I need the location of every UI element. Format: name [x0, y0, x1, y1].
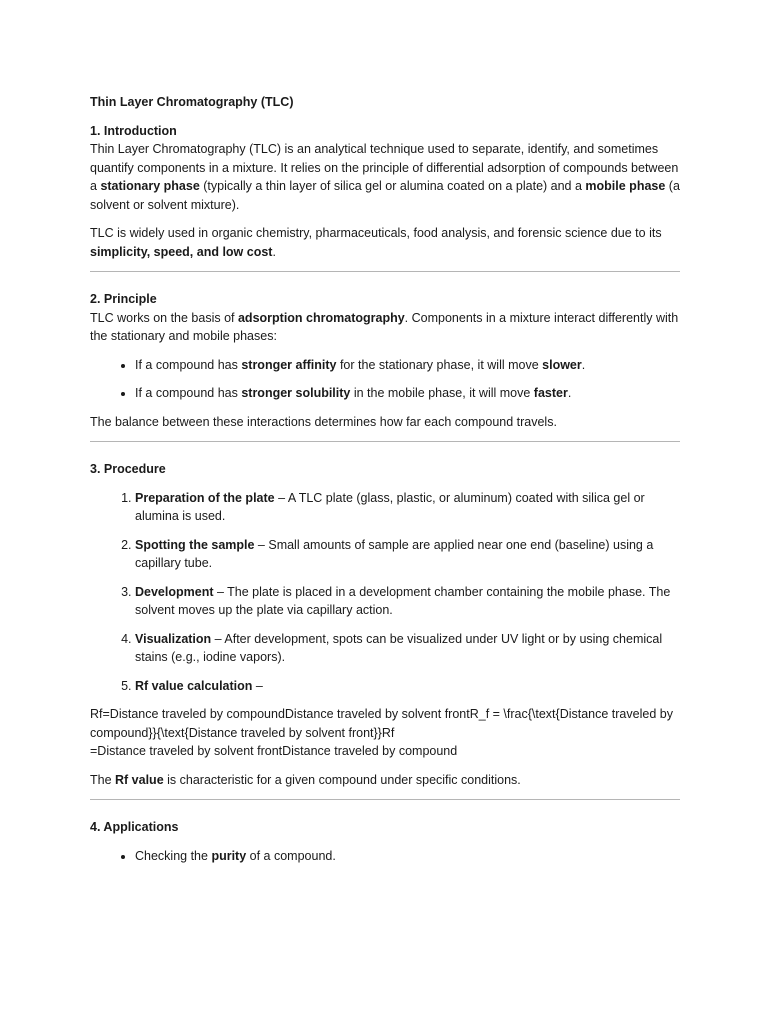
section-divider: [90, 799, 680, 800]
rf-formula-line-2: =Distance traveled by solvent frontDistance traveled by compound: [90, 744, 458, 758]
list-item: [135, 384, 680, 403]
section-heading-principle: 2. Principle: [90, 292, 157, 306]
text-run: is characteristic for a given compound under specific conditions.: [163, 772, 521, 787]
text-run: TLC is widely used in organic chemistry, pharmaceuticals, food analysis, and forensic science due to its: [90, 226, 662, 240]
bold-text: faster: [533, 386, 568, 400]
text-run: .: [567, 386, 572, 400]
list-item: [135, 489, 680, 526]
rf-value-note: [90, 771, 680, 790]
section-heading-applications: 4. Applications: [90, 820, 179, 834]
text-run: in the mobile phase, it will move: [350, 386, 534, 400]
bold-text: Visualization: [135, 631, 212, 646]
text-run: (a solvent or solvent mixture).: [90, 179, 680, 212]
principle-bullet-list: [90, 356, 680, 403]
text-run: If a compound has: [135, 357, 242, 372]
list-item: [135, 630, 680, 667]
bold-text: adsorption chromatography: [237, 310, 405, 325]
bold-text: stronger affinity: [241, 357, 337, 372]
bold-text: Spotting the sample: [135, 537, 255, 552]
bold-text: Development: [135, 584, 214, 599]
principle-paragraph-2: The balance between these interactions determines how far each compound travels.: [90, 414, 557, 429]
list-item: [135, 847, 680, 866]
list-item: [135, 356, 680, 375]
text-run: for the stationary phase, it will move: [336, 357, 543, 372]
bold-text: simplicity, speed, and low cost: [90, 244, 273, 259]
bold-text: stronger solubility: [241, 386, 351, 400]
applications-bullet-list: [90, 847, 680, 866]
principle-paragraph-1: [90, 309, 680, 346]
bold-text: Preparation of the plate: [135, 490, 275, 505]
section-divider: [90, 441, 680, 442]
section-introduction: [90, 122, 680, 262]
procedure-steps-list: [90, 489, 680, 696]
text-run: of a compound.: [246, 848, 336, 863]
section-heading-introduction: 1. Introduction: [90, 123, 177, 138]
bold-text: stationary phase: [100, 179, 200, 193]
text-run: – The plate is placed in a development chamber containing the mobile phase. The solvent moves up the plate via capillary action.: [135, 584, 671, 617]
section-applications: [90, 818, 680, 865]
text-run: –: [252, 678, 263, 693]
rf-formula: [90, 705, 680, 761]
bold-text: Rf value: [115, 772, 164, 787]
list-item: [135, 583, 680, 620]
section-divider: [90, 271, 680, 272]
section-procedure: [90, 460, 680, 789]
text-run: The: [90, 772, 116, 787]
list-item: [135, 536, 680, 573]
text-run: .: [581, 357, 586, 372]
section-principle: [90, 290, 680, 431]
list-item: [135, 677, 680, 696]
text-run: Checking the: [135, 848, 212, 863]
text-run: TLC works on the basis of: [90, 310, 238, 325]
bold-text: mobile phase: [585, 179, 666, 193]
text-run: – After development, spots can be visualized under UV light or by using chemical stains (e.g., iodine vapors).: [135, 631, 663, 664]
text-run: – Small amounts of sample are applied near one end (baseline) using a capillary tube.: [135, 537, 654, 570]
intro-paragraph-2: [90, 224, 680, 261]
text-run: . Components in a mixture interact differently with the stationary and mobile phases:: [90, 310, 679, 343]
text-run: – A TLC plate (glass, plastic, or aluminum) coated with silica gel or alumina is used.: [135, 490, 645, 523]
document-title: Thin Layer Chromatography (TLC): [90, 95, 294, 109]
bold-text: slower: [542, 357, 582, 372]
text-run: If a compound has: [135, 386, 242, 400]
intro-paragraph-1: [90, 140, 680, 214]
bold-text: purity: [211, 848, 247, 863]
text-run: .: [272, 244, 276, 259]
rf-formula-line-1: Rf=Distance traveled by compoundDistance traveled by solvent frontR_f = \frac{\text{Distance traveled by compound}}{\text{Distance traveled by solvent front}}Rf: [90, 707, 673, 740]
bold-text: Rf value calculation: [135, 678, 253, 693]
section-heading-procedure: 3. Procedure: [90, 462, 166, 476]
document-body: [90, 93, 680, 875]
text-run: Thin Layer Chromatography (TLC) is an analytical technique used to separate, identify, and sometimes quantify components in a mixture. It relies on the principle of differential adsorption of compounds between a: [90, 142, 679, 193]
text-run: (typically a thin layer of silica gel or alumina coated on a plate) and a: [199, 179, 586, 193]
